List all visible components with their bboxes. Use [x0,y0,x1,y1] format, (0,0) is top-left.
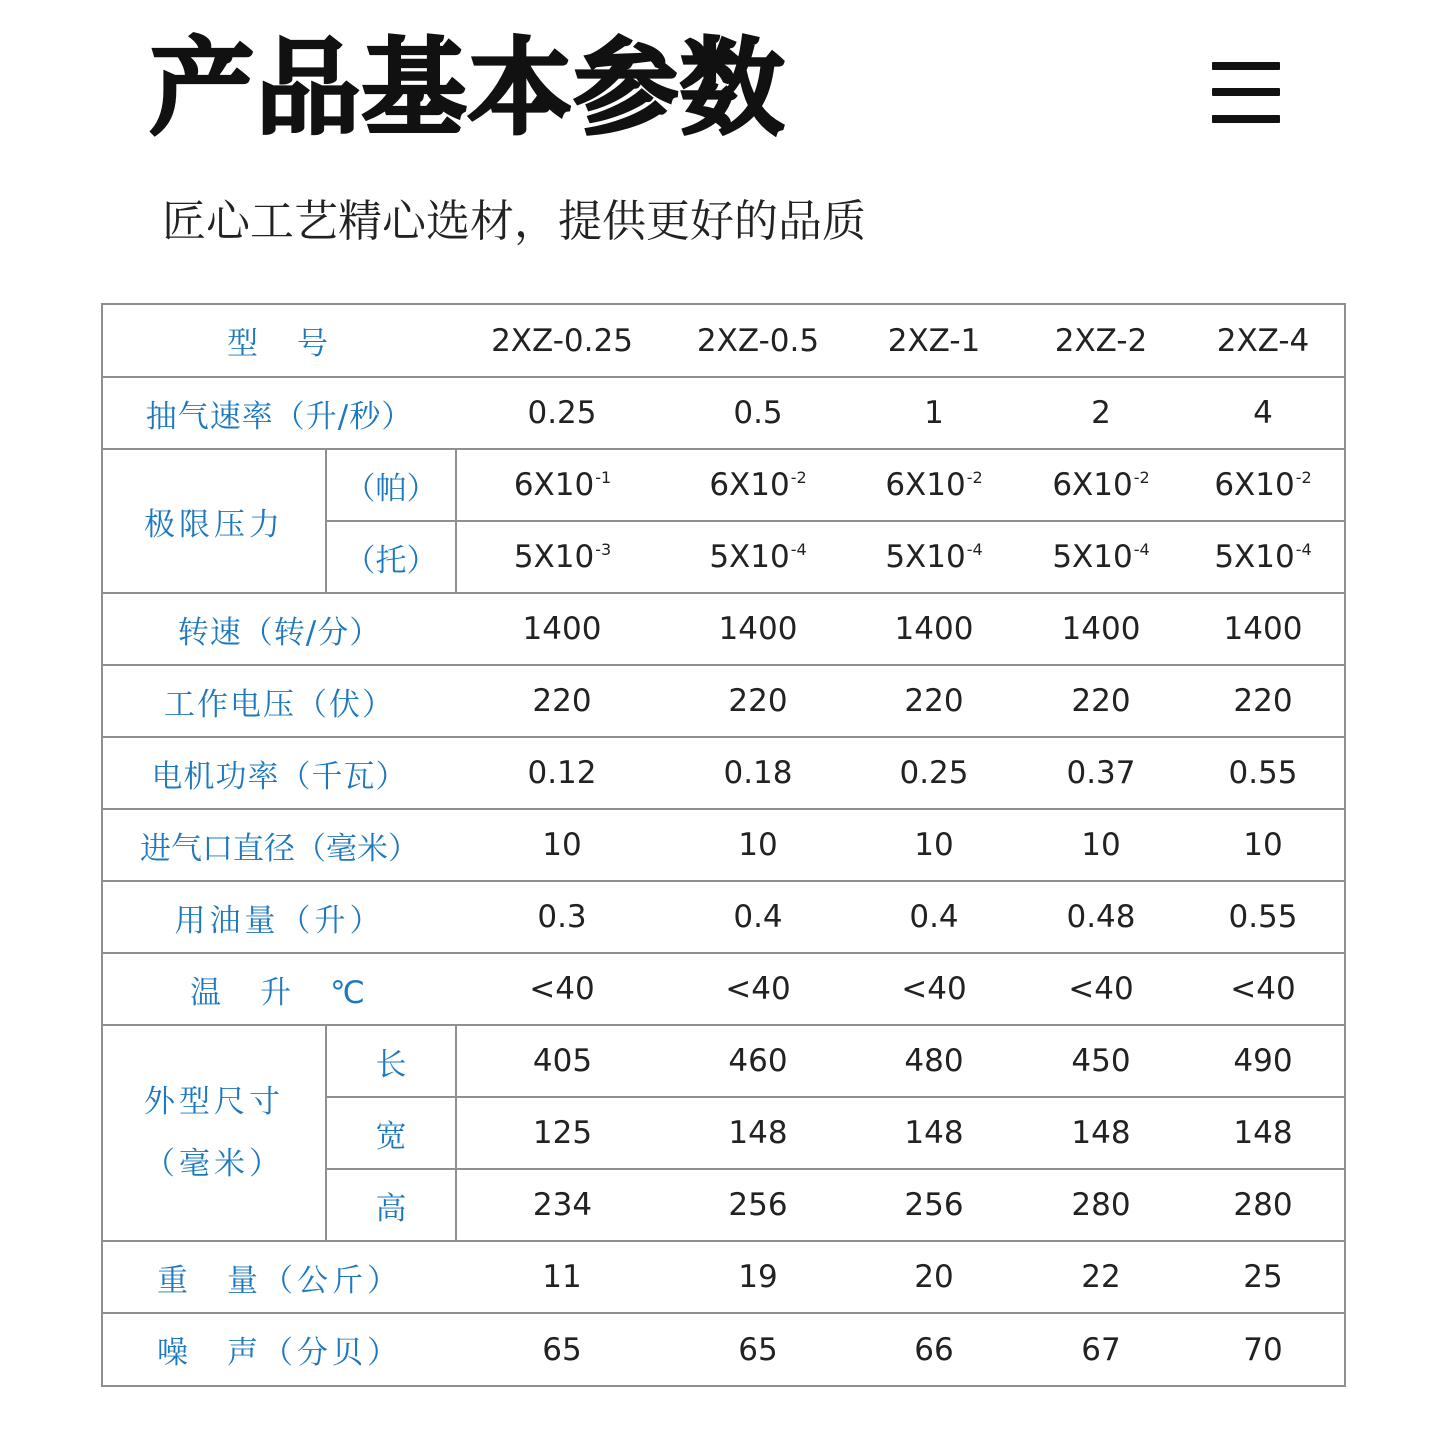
table-cell: 1 [848,377,1020,449]
table-cell: 1400 [456,593,668,665]
table-cell: 148 [1020,1097,1182,1169]
ultimate-pressure-label: 极限压力 [102,449,326,593]
table-cell: 2 [1020,377,1182,449]
height-label: 高 [326,1169,456,1241]
table-cell: 11 [456,1241,668,1313]
table-cell: 220 [456,665,668,737]
table-cell: 1400 [848,593,1020,665]
table-cell: $6X10^{-2}$ [1182,449,1345,521]
table-cell: $5X10^{-4}$ [1182,521,1345,593]
table-cell: 10 [848,809,1020,881]
pump-speed-label: 抽气速率（升/秒） [102,377,456,449]
model-cell: 2XZ-4 [1182,304,1345,377]
table-cell: <40 [848,953,1020,1025]
table-row-oil-volume [102,881,1345,953]
table-cell: 280 [1182,1169,1345,1241]
table-row-noise [102,1313,1345,1386]
table-cell: 490 [1182,1025,1345,1097]
page-subtitle: 匠心工艺精心选材，提供更好的品质 [162,196,866,247]
table-cell: 1400 [1020,593,1182,665]
oil-volume-label: 用油量（升） [102,881,456,953]
table-cell: 0.48 [1020,881,1182,953]
model-cell: 2XZ-0.25 [456,304,668,377]
table-cell: 256 [668,1169,848,1241]
table-cell: 0.37 [1020,737,1182,809]
table-cell: 125 [456,1097,668,1169]
motor-power-label: 电机功率（千瓦） [102,737,456,809]
dimensions-label [102,1025,326,1241]
table-cell: 1400 [668,593,848,665]
length-label: 长 [326,1025,456,1097]
pa-unit-label: （帕） [326,449,456,521]
noise-label: 噪 声（分贝） [102,1313,456,1386]
table-cell: 148 [848,1097,1020,1169]
table-cell: 0.12 [456,737,668,809]
table-cell: 256 [848,1169,1020,1241]
table-cell: 234 [456,1169,668,1241]
width-label: 宽 [326,1097,456,1169]
table-cell: $5X10^{-4}$ [1020,521,1182,593]
table-cell: 0.4 [668,881,848,953]
dimensions-label-line1: 外型尺寸 [144,1084,284,1120]
table-cell: $6X10^{-2}$ [668,449,848,521]
table-row-model [102,304,1345,377]
table-cell: 0.4 [848,881,1020,953]
table-row-length [102,1025,1345,1097]
table-cell: 148 [668,1097,848,1169]
table-cell: 65 [668,1313,848,1386]
table-row-weight [102,1241,1345,1313]
table-cell: 0.25 [848,737,1020,809]
model-label: 型 号 [102,304,456,377]
table-cell: 65 [456,1313,668,1386]
table-cell: 0.25 [456,377,668,449]
table-cell: <40 [456,953,668,1025]
table-cell: $6X10^{-2}$ [848,449,1020,521]
model-cell: 2XZ-0.5 [668,304,848,377]
menu-icon[interactable] [1212,62,1280,124]
table-cell: 10 [456,809,668,881]
table-cell: $5X10^{-4}$ [668,521,848,593]
table-cell: 220 [1020,665,1182,737]
table-cell: 1400 [1182,593,1345,665]
table-cell: $5X10^{-3}$ [456,521,668,593]
table-cell: 25 [1182,1241,1345,1313]
table-cell: $6X10^{-2}$ [1020,449,1182,521]
voltage-label: 工作电压（伏） [102,665,456,737]
table-cell: 10 [668,809,848,881]
temp-rise-label: 温 升 ℃ [102,953,456,1025]
table-cell: <40 [668,953,848,1025]
table-row-inlet-diameter [102,809,1345,881]
table-cell: <40 [1020,953,1182,1025]
table-cell: 220 [1182,665,1345,737]
table-cell: 220 [668,665,848,737]
table-cell: 4 [1182,377,1345,449]
table-cell: <40 [1182,953,1345,1025]
table-cell: 66 [848,1313,1020,1386]
table-cell: 480 [848,1025,1020,1097]
table-cell: 0.5 [668,377,848,449]
table-row-rotation-speed [102,593,1345,665]
table-cell: 0.3 [456,881,668,953]
table-row-pump-speed [102,377,1345,449]
table-cell: 0.18 [668,737,848,809]
table-row-motor-power [102,737,1345,809]
table-row-pressure-pa [102,449,1345,521]
rotation-speed-label: 转速（转/分） [102,593,456,665]
table-cell: 450 [1020,1025,1182,1097]
torr-unit-label: （托） [326,521,456,593]
table-cell: $6X10^{-1}$ [456,449,668,521]
table-cell: 10 [1182,809,1345,881]
table-cell: 0.55 [1182,881,1345,953]
table-cell: 19 [668,1241,848,1313]
table-cell: $5X10^{-4}$ [848,521,1020,593]
dimensions-label-line2: （毫米） [144,1146,284,1182]
spec-table [101,303,1346,1387]
inlet-diameter-label: 进气口直径（毫米） [102,809,456,881]
table-row-temp-rise [102,953,1345,1025]
table-cell: 10 [1020,809,1182,881]
table-cell: 0.55 [1182,737,1345,809]
model-cell: 2XZ-2 [1020,304,1182,377]
table-cell: 280 [1020,1169,1182,1241]
table-cell: 460 [668,1025,848,1097]
table-row-voltage [102,665,1345,737]
table-cell: 405 [456,1025,668,1097]
table-cell: 220 [848,665,1020,737]
table-cell: 148 [1182,1097,1345,1169]
page-title: 产品基本参数 [150,27,787,149]
table-cell: 20 [848,1241,1020,1313]
table-cell: 70 [1182,1313,1345,1386]
weight-label: 重 量（公斤） [102,1241,456,1313]
table-cell: 22 [1020,1241,1182,1313]
table-cell: 67 [1020,1313,1182,1386]
model-cell: 2XZ-1 [848,304,1020,377]
